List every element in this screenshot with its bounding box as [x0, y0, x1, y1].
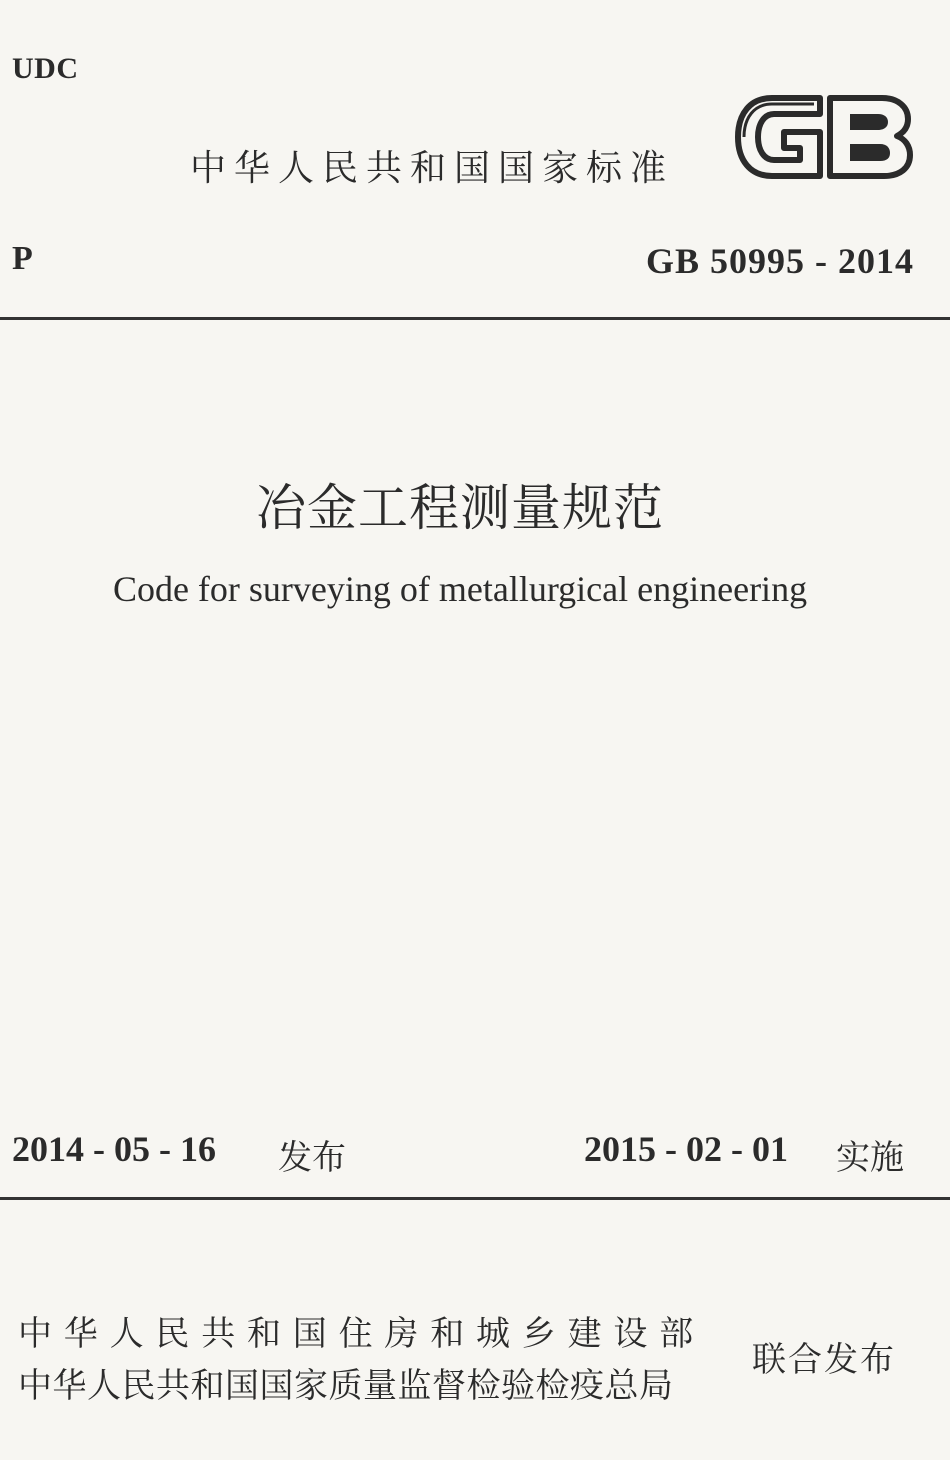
national-standard-heading: 中华人民共和国国家标准 — [190, 148, 675, 189]
joint-issue-label: 联合发布 — [752, 1340, 896, 1380]
implementation-label: 实施 — [836, 1138, 904, 1178]
udc-label: UDC — [12, 52, 79, 85]
document-title-chinese: 冶金工程测量规范 — [256, 479, 664, 537]
category-code: P — [12, 240, 33, 277]
footer-divider — [0, 1197, 950, 1200]
issue-label: 发布 — [278, 1138, 346, 1178]
document-title-english: Code for surveying of metallurgical engineering — [112, 569, 808, 609]
standard-number: GB 50995 - 2014 — [645, 241, 914, 281]
issue-date: 2014 - 05 - 16 — [12, 1129, 216, 1169]
gb-logo — [732, 88, 916, 186]
issuer-ministry-housing: 中华人民共和国住房和城乡建设部 — [18, 1314, 705, 1354]
issuer-aqsiq: 中华人民共和国国家质量监督检验检疫总局 — [18, 1366, 674, 1406]
implementation-date: 2015 - 02 - 01 — [584, 1129, 788, 1169]
header-divider — [0, 317, 950, 320]
